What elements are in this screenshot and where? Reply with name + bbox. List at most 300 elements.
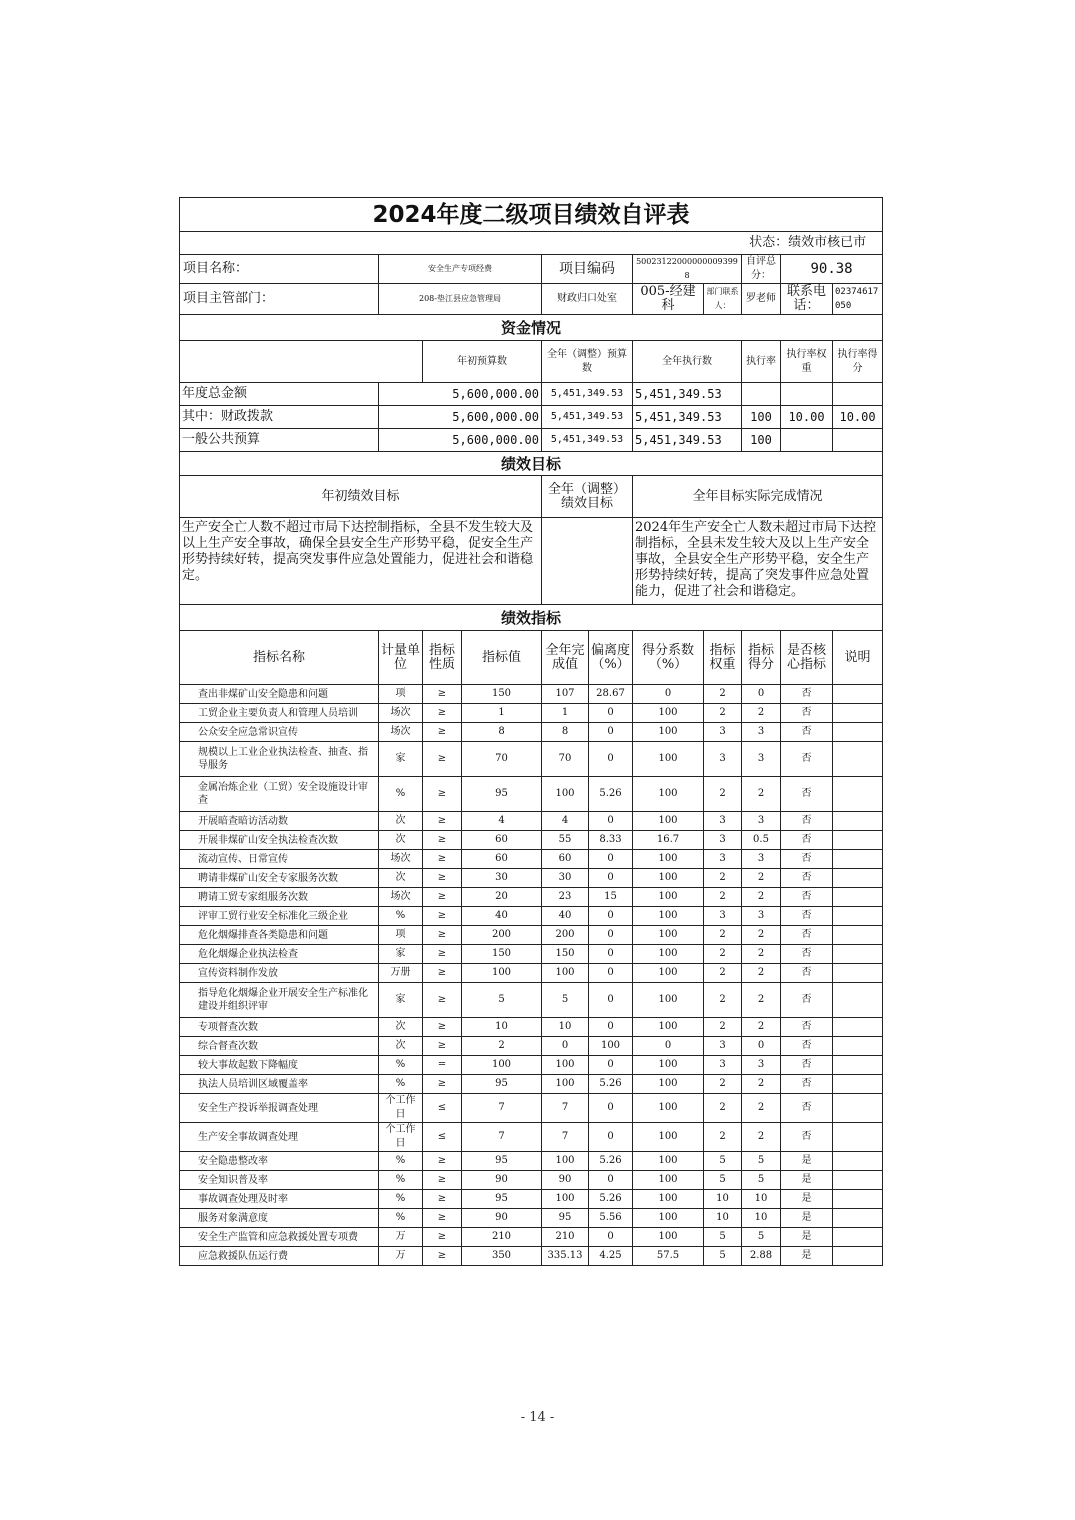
ind-coefficient: 100 xyxy=(633,1209,704,1228)
ind-unit: % xyxy=(379,907,423,926)
ind-value: 90 xyxy=(462,1171,542,1190)
ind-score: 2 xyxy=(742,1123,781,1152)
ind-header-weight: 指标权重 xyxy=(704,631,742,685)
ind-note xyxy=(833,964,883,983)
ind-note xyxy=(833,1152,883,1171)
ind-score: 2 xyxy=(742,945,781,964)
funds-row-label: 其中：财政拨款 xyxy=(180,406,379,429)
indicator-row xyxy=(180,1171,883,1190)
ind-note xyxy=(833,777,883,812)
ind-core: 否 xyxy=(781,742,833,777)
ind-name: 查出非煤矿山安全隐患和问题 xyxy=(180,685,379,704)
ind-value: 10 xyxy=(462,1018,542,1037)
ind-deviation: 8.33 xyxy=(589,831,633,850)
ind-completed: 8 xyxy=(542,723,589,742)
funds-row-adjusted: 5,451,349.53 xyxy=(542,383,633,406)
ind-score: 2 xyxy=(742,1018,781,1037)
ind-coefficient: 100 xyxy=(633,812,704,831)
ind-note xyxy=(833,1094,883,1123)
ind-unit: % xyxy=(379,1209,423,1228)
phone-label: 联系电话： xyxy=(781,284,833,315)
ind-value: 5 xyxy=(462,983,542,1018)
ind-note xyxy=(833,685,883,704)
ind-value: 4 xyxy=(462,812,542,831)
ind-nature: ≤ xyxy=(423,1094,462,1123)
ind-score: 2.88 xyxy=(742,1247,781,1266)
ind-nature: ≥ xyxy=(423,1190,462,1209)
ind-unit: 家 xyxy=(379,983,423,1018)
ind-value: 70 xyxy=(462,742,542,777)
ind-note xyxy=(833,926,883,945)
indicator-row xyxy=(180,831,883,850)
contact-label: 部门联系人： xyxy=(704,284,742,315)
ind-weight: 3 xyxy=(704,742,742,777)
ind-completed: 7 xyxy=(542,1094,589,1123)
funds-row-budget: 5,600,000.00 xyxy=(379,383,542,406)
ind-score: 3 xyxy=(742,812,781,831)
form-title: 2024年度二级项目绩效自评表 xyxy=(180,198,883,232)
ind-weight: 5 xyxy=(704,1152,742,1171)
self-score-label: 自评总分： xyxy=(742,255,781,284)
ind-coefficient: 16.7 xyxy=(633,831,704,850)
ind-weight: 2 xyxy=(704,777,742,812)
ind-deviation: 0 xyxy=(589,1094,633,1123)
ind-nature: ≥ xyxy=(423,926,462,945)
ind-nature: = xyxy=(423,1056,462,1075)
ind-unit: 次 xyxy=(379,869,423,888)
ind-completed: 60 xyxy=(542,850,589,869)
ind-score: 2 xyxy=(742,888,781,907)
ind-weight: 5 xyxy=(704,1171,742,1190)
ind-score: 2 xyxy=(742,1094,781,1123)
ind-core: 否 xyxy=(781,964,833,983)
ind-nature: ≥ xyxy=(423,1247,462,1266)
ind-deviation: 0 xyxy=(589,850,633,869)
ind-note xyxy=(833,723,883,742)
ind-name: 危化烟爆企业执法检查 xyxy=(180,945,379,964)
indicator-row xyxy=(180,983,883,1018)
indicator-row xyxy=(180,1037,883,1056)
indicator-row xyxy=(180,1190,883,1209)
funds-row-score xyxy=(833,383,883,406)
ind-completed: 100 xyxy=(542,1056,589,1075)
self-evaluation-table xyxy=(179,197,883,1266)
ind-coefficient: 100 xyxy=(633,777,704,812)
funds-header-adjusted: 全年（调整）预算数 xyxy=(542,341,633,383)
ind-nature: ≥ xyxy=(423,685,462,704)
ind-nature: ≥ xyxy=(423,1018,462,1037)
ind-note xyxy=(833,1075,883,1094)
ind-note xyxy=(833,869,883,888)
ind-deviation: 0 xyxy=(589,704,633,723)
ind-completed: 335.13 xyxy=(542,1247,589,1266)
funds-header-weight: 执行率权重 xyxy=(781,341,833,383)
indicator-row xyxy=(180,850,883,869)
indicator-row xyxy=(180,1018,883,1037)
ind-nature: ≥ xyxy=(423,742,462,777)
ind-note xyxy=(833,1247,883,1266)
ind-unit: % xyxy=(379,1190,423,1209)
ind-deviation: 0 xyxy=(589,1228,633,1247)
ind-name: 开展暗查暗访活动数 xyxy=(180,812,379,831)
ind-name: 公众安全应急常识宣传 xyxy=(180,723,379,742)
goals-header-actual: 全年目标实际完成情况 xyxy=(633,476,883,518)
ind-nature: ≥ xyxy=(423,945,462,964)
ind-unit: 场次 xyxy=(379,723,423,742)
indicator-row xyxy=(180,812,883,831)
ind-name: 聘请工贸专家组服务次数 xyxy=(180,888,379,907)
ind-core: 否 xyxy=(781,1018,833,1037)
ind-note xyxy=(833,1018,883,1037)
ind-nature: ≥ xyxy=(423,1075,462,1094)
ind-deviation: 28.67 xyxy=(589,685,633,704)
funds-row-weight xyxy=(781,383,833,406)
ind-note xyxy=(833,742,883,777)
ind-completed: 4 xyxy=(542,812,589,831)
funds-row-score: 10.00 xyxy=(833,406,883,429)
ind-score: 3 xyxy=(742,723,781,742)
ind-deviation: 0 xyxy=(589,907,633,926)
ind-coefficient: 100 xyxy=(633,1171,704,1190)
ind-deviation: 5.26 xyxy=(589,777,633,812)
indicator-row xyxy=(180,723,883,742)
ind-core: 否 xyxy=(781,1094,833,1123)
ind-header-completed: 全年完成值 xyxy=(542,631,589,685)
ind-completed: 7 xyxy=(542,1123,589,1152)
ind-coefficient: 100 xyxy=(633,945,704,964)
indicator-row xyxy=(180,1247,883,1266)
ind-nature: ≥ xyxy=(423,907,462,926)
ind-header-note: 说明 xyxy=(833,631,883,685)
ind-unit: 万 xyxy=(379,1247,423,1266)
ind-core: 是 xyxy=(781,1152,833,1171)
ind-coefficient: 57.5 xyxy=(633,1247,704,1266)
funds-row-budget: 5,600,000.00 xyxy=(379,429,542,452)
ind-coefficient: 0 xyxy=(633,1037,704,1056)
ind-score: 2 xyxy=(742,777,781,812)
ind-deviation: 0 xyxy=(589,869,633,888)
ind-weight: 2 xyxy=(704,1123,742,1152)
ind-deviation: 0 xyxy=(589,945,633,964)
ind-completed: 55 xyxy=(542,831,589,850)
indicator-row xyxy=(180,964,883,983)
ind-name: 指导危化烟爆企业开展安全生产标准化建设并组织评审 xyxy=(180,983,379,1018)
ind-weight: 5 xyxy=(704,1247,742,1266)
ind-score: 3 xyxy=(742,907,781,926)
indicator-row xyxy=(180,945,883,964)
funds-row-score xyxy=(833,429,883,452)
ind-unit: 次 xyxy=(379,812,423,831)
finance-dept-label: 财政归口处室 xyxy=(542,284,633,315)
ind-completed: 1 xyxy=(542,704,589,723)
ind-note xyxy=(833,1171,883,1190)
ind-name: 专项督查次数 xyxy=(180,1018,379,1037)
ind-unit: % xyxy=(379,1056,423,1075)
indicator-row xyxy=(180,1228,883,1247)
ind-nature: ≤ xyxy=(423,1123,462,1152)
indicator-row xyxy=(180,926,883,945)
ind-header-coefficient: 得分系数（%） xyxy=(633,631,704,685)
ind-nature: ≥ xyxy=(423,850,462,869)
ind-value: 30 xyxy=(462,869,542,888)
ind-name: 聘请非煤矿山安全专家服务次数 xyxy=(180,869,379,888)
ind-core: 是 xyxy=(781,1190,833,1209)
ind-note xyxy=(833,945,883,964)
ind-core: 否 xyxy=(781,685,833,704)
ind-nature: ≥ xyxy=(423,812,462,831)
ind-note xyxy=(833,850,883,869)
ind-deviation: 0 xyxy=(589,1123,633,1152)
ind-note xyxy=(833,1056,883,1075)
ind-name: 应急救援队伍运行费 xyxy=(180,1247,379,1266)
ind-coefficient: 0 xyxy=(633,685,704,704)
ind-unit: 场次 xyxy=(379,850,423,869)
ind-weight: 2 xyxy=(704,1075,742,1094)
ind-header-deviation: 偏离度（%） xyxy=(589,631,633,685)
ind-core: 否 xyxy=(781,1037,833,1056)
ind-note xyxy=(833,1190,883,1209)
ind-value: 40 xyxy=(462,907,542,926)
ind-core: 是 xyxy=(781,1209,833,1228)
ind-coefficient: 100 xyxy=(633,1152,704,1171)
project-name-label: 项目名称： xyxy=(180,255,379,284)
funds-row-budget: 5,600,000.00 xyxy=(379,406,542,429)
ind-score: 2 xyxy=(742,704,781,723)
ind-score: 2 xyxy=(742,869,781,888)
ind-score: 2 xyxy=(742,983,781,1018)
indicator-row xyxy=(180,1152,883,1171)
goals-adjusted-text xyxy=(542,518,633,605)
ind-unit: % xyxy=(379,1152,423,1171)
ind-coefficient: 100 xyxy=(633,1018,704,1037)
indicator-rows xyxy=(180,685,883,1266)
funds-row-label: 一般公共预算 xyxy=(180,429,379,452)
ind-nature: ≥ xyxy=(423,777,462,812)
ind-name: 事故调查处理及时率 xyxy=(180,1190,379,1209)
ind-value: 95 xyxy=(462,1075,542,1094)
ind-name: 金属冶炼企业（工贸）安全设施设计审查 xyxy=(180,777,379,812)
ind-header-core: 是否核心指标 xyxy=(781,631,833,685)
ind-note xyxy=(833,1209,883,1228)
ind-core: 否 xyxy=(781,1075,833,1094)
ind-unit: 个工作日 xyxy=(379,1123,423,1152)
ind-completed: 0 xyxy=(542,1037,589,1056)
ind-completed: 100 xyxy=(542,777,589,812)
ind-deviation: 0 xyxy=(589,1056,633,1075)
ind-score: 5 xyxy=(742,1152,781,1171)
ind-completed: 100 xyxy=(542,964,589,983)
ind-completed: 200 xyxy=(542,926,589,945)
ind-core: 否 xyxy=(781,850,833,869)
indicator-row xyxy=(180,777,883,812)
ind-core: 否 xyxy=(781,831,833,850)
ind-score: 0 xyxy=(742,685,781,704)
ind-nature: ≥ xyxy=(423,1152,462,1171)
ind-note xyxy=(833,704,883,723)
ind-note xyxy=(833,1037,883,1056)
funds-header-blank xyxy=(180,341,423,383)
ind-weight: 3 xyxy=(704,831,742,850)
ind-score: 10 xyxy=(742,1190,781,1209)
goals-section-title: 绩效目标 xyxy=(180,452,883,476)
ind-nature: ≥ xyxy=(423,888,462,907)
ind-completed: 210 xyxy=(542,1228,589,1247)
ind-deviation: 4.25 xyxy=(589,1247,633,1266)
ind-weight: 3 xyxy=(704,723,742,742)
ind-nature: ≥ xyxy=(423,1171,462,1190)
ind-deviation: 0 xyxy=(589,1018,633,1037)
indicator-row xyxy=(180,1209,883,1228)
funds-row-rate: 100 xyxy=(742,406,781,429)
ind-completed: 30 xyxy=(542,869,589,888)
ind-weight: 5 xyxy=(704,1228,742,1247)
ind-value: 60 xyxy=(462,831,542,850)
ind-header-name: 指标名称 xyxy=(180,631,379,685)
ind-unit: 场次 xyxy=(379,704,423,723)
ind-completed: 95 xyxy=(542,1209,589,1228)
ind-completed: 100 xyxy=(542,1190,589,1209)
ind-deviation: 0 xyxy=(589,812,633,831)
funds-row-weight: 10.00 xyxy=(781,406,833,429)
ind-weight: 3 xyxy=(704,850,742,869)
ind-value: 20 xyxy=(462,888,542,907)
ind-coefficient: 100 xyxy=(633,1123,704,1152)
ind-name: 安全生产监管和应急救援处置专项费 xyxy=(180,1228,379,1247)
ind-core: 否 xyxy=(781,907,833,926)
ind-name: 安全知识普及率 xyxy=(180,1171,379,1190)
ind-core: 是 xyxy=(781,1228,833,1247)
ind-completed: 23 xyxy=(542,888,589,907)
ind-core: 否 xyxy=(781,926,833,945)
ind-nature: ≥ xyxy=(423,704,462,723)
funds-row-executed: 5,451,349.53 xyxy=(633,406,742,429)
indicator-row xyxy=(180,1094,883,1123)
ind-deviation: 0 xyxy=(589,723,633,742)
ind-nature: ≥ xyxy=(423,723,462,742)
indicator-row xyxy=(180,888,883,907)
ind-core: 否 xyxy=(781,983,833,1018)
ind-completed: 70 xyxy=(542,742,589,777)
ind-weight: 3 xyxy=(704,812,742,831)
ind-coefficient: 100 xyxy=(633,723,704,742)
ind-name: 开展非煤矿山安全执法检查次数 xyxy=(180,831,379,850)
ind-score: 0.5 xyxy=(742,831,781,850)
funds-header-budget: 年初预算数 xyxy=(423,341,542,383)
ind-score: 2 xyxy=(742,926,781,945)
ind-value: 350 xyxy=(462,1247,542,1266)
ind-core: 否 xyxy=(781,888,833,907)
indicator-row xyxy=(180,685,883,704)
ind-score: 2 xyxy=(742,964,781,983)
ind-score: 2 xyxy=(742,1075,781,1094)
funds-row-rate xyxy=(742,383,781,406)
ind-core: 否 xyxy=(781,777,833,812)
ind-unit: 个工作日 xyxy=(379,1094,423,1123)
ind-value: 200 xyxy=(462,926,542,945)
ind-score: 5 xyxy=(742,1228,781,1247)
ind-deviation: 0 xyxy=(589,926,633,945)
ind-weight: 2 xyxy=(704,685,742,704)
ind-deviation: 5.56 xyxy=(589,1209,633,1228)
ind-coefficient: 100 xyxy=(633,888,704,907)
page-number: - 14 - xyxy=(520,1410,555,1425)
indicator-row xyxy=(180,907,883,926)
ind-name: 生产安全事故调查处理 xyxy=(180,1123,379,1152)
ind-coefficient: 100 xyxy=(633,964,704,983)
ind-coefficient: 100 xyxy=(633,869,704,888)
ind-coefficient: 100 xyxy=(633,1056,704,1075)
ind-nature: ≥ xyxy=(423,869,462,888)
ind-weight: 3 xyxy=(704,907,742,926)
ind-weight: 2 xyxy=(704,888,742,907)
ind-value: 100 xyxy=(462,1056,542,1075)
finance-dept-value: 005-经建科 xyxy=(633,284,704,315)
ind-deviation: 5.26 xyxy=(589,1152,633,1171)
ind-unit: 场次 xyxy=(379,888,423,907)
indicator-row xyxy=(180,869,883,888)
ind-value: 95 xyxy=(462,1152,542,1171)
ind-score: 3 xyxy=(742,742,781,777)
ind-note xyxy=(833,907,883,926)
ind-deviation: 5.26 xyxy=(589,1190,633,1209)
ind-coefficient: 100 xyxy=(633,1075,704,1094)
ind-weight: 10 xyxy=(704,1190,742,1209)
funds-row-adjusted: 5,451,349.53 xyxy=(542,429,633,452)
ind-value: 7 xyxy=(462,1123,542,1152)
ind-completed: 40 xyxy=(542,907,589,926)
ind-weight: 10 xyxy=(704,1209,742,1228)
ind-name: 规模以上工业企业执法检查、抽查、指导服务 xyxy=(180,742,379,777)
ind-unit: % xyxy=(379,1171,423,1190)
ind-weight: 2 xyxy=(704,945,742,964)
ind-weight: 2 xyxy=(704,983,742,1018)
ind-completed: 100 xyxy=(542,1075,589,1094)
ind-core: 否 xyxy=(781,945,833,964)
funds-row-executed: 5,451,349.53 xyxy=(633,429,742,452)
ind-completed: 5 xyxy=(542,983,589,1018)
ind-unit: 项 xyxy=(379,685,423,704)
project-code-label: 项目编码 xyxy=(542,255,633,284)
ind-nature: ≥ xyxy=(423,1228,462,1247)
ind-value: 210 xyxy=(462,1228,542,1247)
ind-unit: % xyxy=(379,1075,423,1094)
ind-value: 8 xyxy=(462,723,542,742)
ind-core: 否 xyxy=(781,869,833,888)
funds-header-score: 执行率得分 xyxy=(833,341,883,383)
funds-section-title: 资金情况 xyxy=(180,315,883,341)
ind-name: 流动宣传、日常宣传 xyxy=(180,850,379,869)
ind-header-nature: 指标性质 xyxy=(423,631,462,685)
ind-value: 150 xyxy=(462,945,542,964)
ind-completed: 150 xyxy=(542,945,589,964)
ind-score: 5 xyxy=(742,1171,781,1190)
ind-unit: 次 xyxy=(379,831,423,850)
funds-row-label: 年度总金额 xyxy=(180,383,379,406)
goals-initial-text: 生产安全亡人数不超过市局下达控制指标，全县不发生较大及以上生产安全事故，确保全县安全生产形势平稳，促安全生产形势持续好转，提高突发事件应急处置能力，促进社会和谐稳定。 xyxy=(180,518,542,605)
ind-value: 95 xyxy=(462,1190,542,1209)
ind-note xyxy=(833,888,883,907)
funds-row-rate: 100 xyxy=(742,429,781,452)
ind-weight: 2 xyxy=(704,869,742,888)
ind-unit: 家 xyxy=(379,945,423,964)
ind-note xyxy=(833,1228,883,1247)
project-code-value: 500231220000000093998 xyxy=(633,255,742,284)
ind-core: 是 xyxy=(781,1247,833,1266)
ind-completed: 10 xyxy=(542,1018,589,1037)
phone-value: 02374617050 xyxy=(833,284,883,315)
ind-value: 150 xyxy=(462,685,542,704)
ind-unit: 万 xyxy=(379,1228,423,1247)
